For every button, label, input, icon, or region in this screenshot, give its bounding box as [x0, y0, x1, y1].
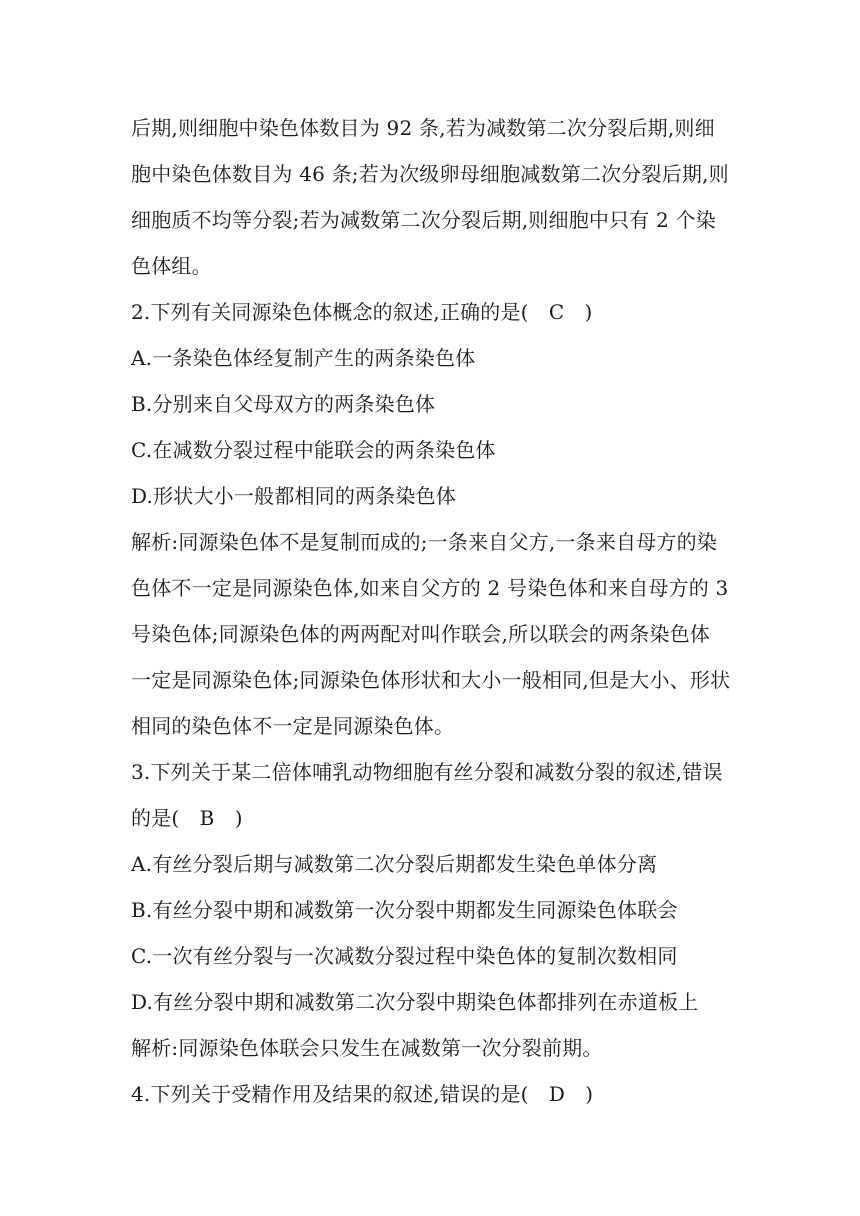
- question-2-explanation: 号染色体;同源染色体的两两配对叫作联会,所以联会的两条染色体: [131, 622, 711, 646]
- text-line: 细胞质不均等分裂;若为减数第二次分裂后期,则细胞中只有 2 个染: [131, 208, 716, 232]
- question-3-stem: 3.下列关于某二倍体哺乳动物细胞有丝分裂和减数分裂的叙述,错误: [131, 760, 723, 784]
- question-3-option-c: C.一次有丝分裂与一次减数分裂过程中染色体的复制次数相同: [131, 944, 678, 968]
- question-3-explanation: 解析:同源染色体联会只发生在减数第一次分裂前期。: [131, 1036, 603, 1060]
- text-line: 胞中染色体数目为 46 条;若为次级卵母细胞减数第二次分裂后期,则: [131, 162, 729, 186]
- question-2-option-b: B.分别来自父母双方的两条染色体: [131, 392, 436, 416]
- question-2-option-a: A.一条染色体经复制产生的两条染色体: [131, 346, 476, 370]
- question-3-option-a: A.有丝分裂后期与减数第二次分裂后期都发生染色单体分离: [131, 852, 658, 876]
- question-3-option-b: B.有丝分裂中期和减数第一次分裂中期都发生同源染色体联会: [131, 898, 678, 922]
- question-3-stem: 的是( B ): [131, 806, 243, 830]
- text-line: 色体组。: [131, 254, 212, 278]
- question-2-stem: 2.下列有关同源染色体概念的叙述,正确的是( C ): [131, 300, 593, 324]
- text-line: 后期,则细胞中染色体数目为 92 条,若为减数第二次分裂后期,则细: [131, 116, 715, 140]
- question-2-option-c: C.在减数分裂过程中能联会的两条染色体: [131, 438, 496, 462]
- question-3-option-d: D.有丝分裂中期和减数第二次分裂中期染色体都排列在赤道板上: [131, 990, 699, 1014]
- question-4-stem: 4.下列关于受精作用及结果的叙述,错误的是( D ): [131, 1082, 594, 1106]
- question-2-explanation: 相同的染色体不一定是同源染色体。: [131, 714, 455, 738]
- question-2-explanation: 一定是同源染色体;同源染色体形状和大小一般相同,但是大小、形状: [131, 668, 731, 692]
- question-2-explanation: 解析:同源染色体不是复制而成的;一条来自父方,一条来自母方的染: [131, 530, 718, 554]
- question-2-option-d: D.形状大小一般都相同的两条染色体: [131, 484, 457, 508]
- question-2-explanation: 色体不一定是同源染色体,如来自父方的 2 号染色体和来自母方的 3: [131, 576, 729, 600]
